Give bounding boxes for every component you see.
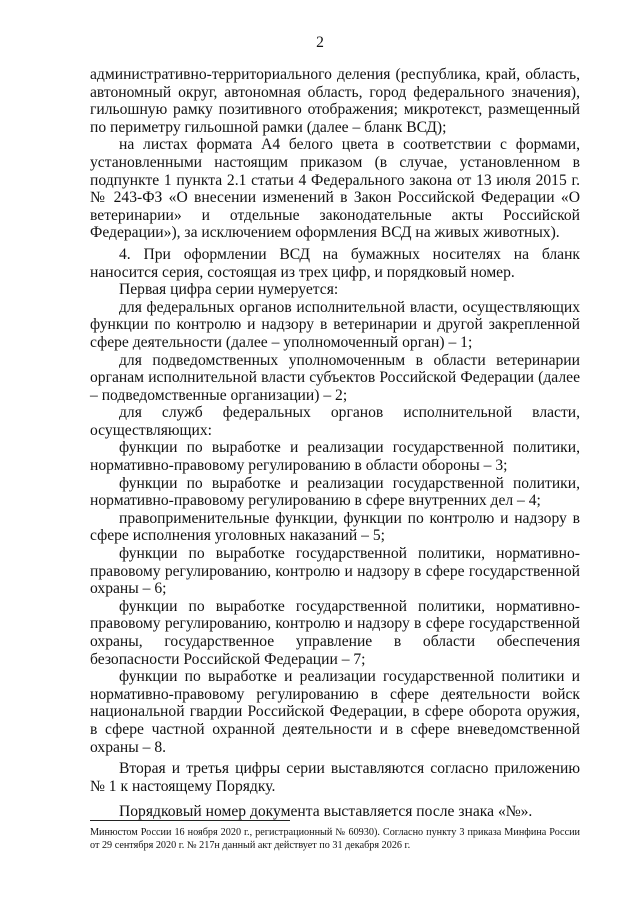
paragraph: функции по выработке государственной политики, нормативно-правовому регулированию, контролю и надзору в сфере государственной охраны, государственное управление в области обеспечения безопасности Российской Федерации – 7;: [90, 597, 580, 668]
paragraph: 4. При оформлении ВСД на бумажных носителях на бланк наносится серия, состоящая из трех цифр, и порядковый номер.: [90, 245, 580, 281]
document-body: [90, 66, 580, 821]
paragraph: функции по выработке государственной политики, нормативно-правовому регулированию, контролю и надзору в сфере государственной охраны – 6;: [90, 545, 580, 598]
footnote: [90, 826, 580, 852]
paragraph: Порядковый номер документа выставляется после знака «№».: [119, 803, 533, 821]
paragraph: для подведомственных уполномоченным в области ветеринарии органам исполнительной власти субъектов Российской Федерации (далее – подведомственные организации) – 2;: [90, 351, 580, 404]
page-number: 2: [316, 34, 324, 51]
paragraph: для федеральных органов исполнительной власти, осуществляющих функции по контролю и надзору в ветеринарии и другой закрепленной сфере деятельности (далее – уполномоченный орган) – 1;: [90, 298, 580, 351]
paragraph: административно-территориального деления (республика, край, область, автономный округ, автономная область, город федерального значения), гильошную рамку позитивного отображения; микротекст, размещенный по периметру гильошной рамки (далее – бланк ВСД);: [90, 66, 580, 136]
paragraph: функции по выработке и реализации государственной политики, нормативно-правовому регулированию в сфере внутренних дел – 4;: [90, 474, 580, 510]
paragraph: для служб федеральных органов исполнительной власти, осуществляющих:: [90, 404, 580, 439]
paragraph: правоприменительные функции, функции по контролю и надзору в сфере исполнения уголовных наказаний – 5;: [90, 509, 580, 545]
footnote-divider: [90, 820, 290, 821]
paragraph: Вторая и третья цифры серии выставляются согласно приложению № 1 к настоящему Порядку.: [90, 760, 580, 795]
paragraph: на листах формата А4 белого цвета в соответствии с формами, установленными настоящим приказом (в случае, установленном в подпункте 1 пункта 2.1 статьи 4 Федерального закона от 13 июля 2015 г. № 243-ФЗ «О внесении изменений в Закон Российской Федерации «О ветеринарии» и отдельные законодательные акты Российской Федерации»), за исключением оформления ВСД на живых животных).: [90, 136, 580, 242]
paragraph: Первая цифра серии нумеруется:: [119, 281, 339, 299]
paragraph: функции по выработке и реализации государственной политики и нормативно-правовому регулированию в сфере деятельности войск национальной гвардии Российской Федерации, в сфере оборота оружия, в сфере частной охранной деятельности и в сфере вневедомственной охраны – 8.: [90, 668, 580, 756]
footnote-text: Минюстом России 16 ноября 2020 г., регистрационный № 60930). Согласно пункту 3 приказа Минфина России от 29 сентября 2020 г. № 217н данный акт действует по 31 декабря 2026 г.: [90, 827, 580, 851]
paragraph: функции по выработке и реализации государственной политики, нормативно-правовому регулированию в области обороны – 3;: [90, 439, 580, 475]
